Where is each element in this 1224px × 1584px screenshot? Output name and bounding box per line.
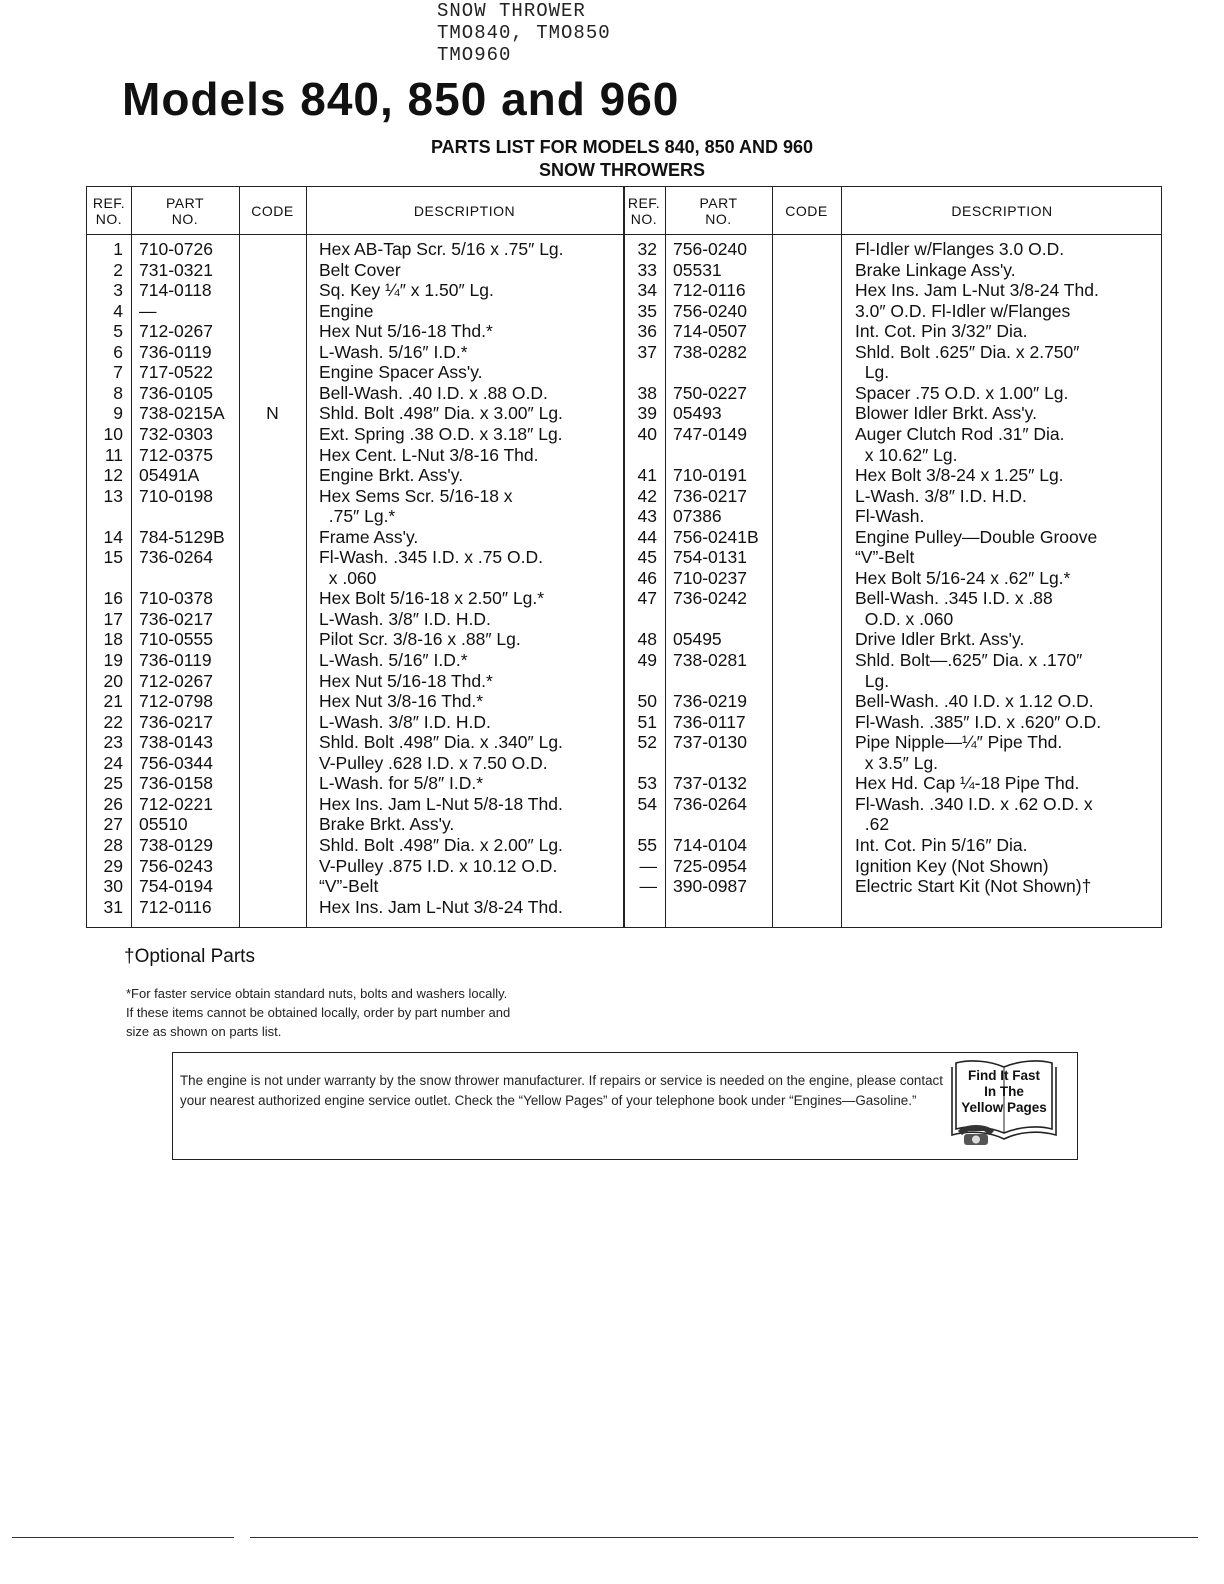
description-cell: Shld. Bolt .498″ Dia. x 2.00″ Lg. [319,834,563,855]
ref-no-cell: 51 [637,711,657,732]
part-no-cell: 05493 [673,403,722,424]
description-cell: Engine Pulley—Double Groove [855,526,1098,547]
parts-table [86,186,1162,928]
engine-warranty-notice [172,1052,1078,1160]
part-no-cell: 712-0267 [139,321,213,342]
part-no-cell: 712-0116 [139,896,212,917]
description-cell: x 10.62″ Lg. [855,444,958,465]
part-no-cell: 710-0237 [673,567,747,588]
description-cell: Fl-Wash. .385″ I.D. x .620″ O.D. [855,711,1102,732]
ref-no-cell: 43 [637,506,657,527]
description-cell: Shld. Bolt .625″ Dia. x 2.750″ [855,341,1080,362]
table-row [87,732,1161,753]
ref-no-cell: 15 [103,547,123,568]
ref-no-cell: 30 [103,876,123,897]
description-cell: Shld. Bolt .498″ Dia. x 3.00″ Lg. [319,403,563,424]
header-description-text: DESCRIPTION [951,202,1053,219]
part-no-cell: 05491A [139,465,200,486]
yellow-pages-badge [950,1059,1058,1149]
header-code [772,187,841,234]
note-line: *For faster service obtain standard nuts, bolts and washers locally. [126,986,508,1001]
part-no-cell: 738-0215A [139,403,225,424]
badge-line: Find It Fast [968,1068,1040,1083]
ref-no-cell: 55 [637,834,657,855]
ref-no-cell: 26 [103,793,123,814]
ref-no-cell: 9 [113,403,123,424]
optional-parts-note: †Optional Parts [124,946,255,967]
description-cell: V-Pulley .875 I.D. x 10.12 O.D. [319,855,558,876]
description-cell: Pilot Scr. 3/8-16 x .88″ Lg. [319,629,521,650]
part-no-cell: 750-0227 [673,382,747,403]
ref-no-cell: 40 [637,423,657,444]
part-no-cell: 712-0221 [139,793,213,814]
table-row [87,794,1161,815]
description-cell: Engine Brkt. Ass'y. [319,465,464,486]
header-code-text: CODE [251,202,294,219]
subtitle-line: SNOW THROWERS [539,160,705,180]
header-code [239,187,306,234]
description-cell: Hex Hd. Cap ¼-18 Pipe Thd. [855,773,1080,794]
part-no-cell: 390-0987 [673,876,747,897]
part-no-cell: 712-0375 [139,444,213,465]
description-cell: L-Wash. 3/8″ I.D. H.D. [319,711,491,732]
ref-no-cell: 34 [637,280,657,301]
description-cell: Fl-Idler w/Flanges 3.0 O.D. [855,239,1065,259]
ref-no-cell: 46 [637,567,657,588]
telephone-icon [954,1121,998,1147]
table-row [87,527,1161,548]
description-cell: Ignition Key (Not Shown) [855,855,1049,876]
part-no-cell: 710-0378 [139,588,213,609]
table-row [87,486,1161,507]
part-no-cell: 736-0217 [673,485,747,506]
description-cell: Hex AB-Tap Scr. 5/16 x .75″ Lg. [319,239,564,259]
ref-no-cell: 29 [103,855,123,876]
part-no-cell: 710-0191 [673,465,747,486]
description-cell: Hex Nut 3/8-16 Thd.* [319,691,484,712]
part-no-cell: 738-0282 [673,341,747,362]
description-cell: Hex Ins. Jam L-Nut 3/8-24 Thd. [319,896,563,917]
ref-no-cell: 13 [103,485,123,506]
table-row [87,835,1161,856]
description-cell: O.D. x .060 [855,608,954,629]
part-no-cell: 712-0798 [139,691,213,712]
description-cell: Spacer .75 O.D. x 1.00″ Lg. [855,382,1069,403]
part-no-cell: 736-0242 [673,588,747,609]
table-row [87,321,1161,342]
description-cell: Lg. [855,362,890,383]
description-cell: Lg. [855,670,890,691]
ref-no-cell: 53 [637,773,657,794]
table-row [87,691,1161,712]
parts-list-subtitle [0,136,1224,182]
part-no-cell: 714-0104 [673,834,747,855]
ref-no-cell: 49 [637,650,657,670]
description-cell: Drive Idler Brkt. Ass'y. [855,629,1025,650]
ref-no-cell: 3 [113,280,123,301]
ref-no-cell: 48 [637,629,657,650]
part-no-cell: 736-0217 [139,711,213,732]
yellow-pages-text [950,1068,1058,1116]
table-row [87,773,1161,794]
part-no-cell: 756-0243 [139,855,213,876]
ref-no-cell: 10 [103,423,123,444]
ref-no-cell: 6 [113,341,123,362]
description-cell: Fl-Wash. .345 I.D. x .75 O.D. [319,547,543,568]
description-cell: Hex Bolt 5/16-18 x 2.50″ Lg.* [319,588,545,609]
header-part-no [665,187,772,234]
note-line: size as shown on parts list. [126,1024,282,1039]
ref-no-cell: 31 [103,896,123,917]
part-no-cell: 738-0129 [139,834,213,855]
description-cell: Hex Sems Scr. 5/16-18 x [319,485,513,506]
ref-no-cell: 47 [637,588,657,609]
table-row [87,753,1161,774]
description-cell: Hex Cent. L-Nut 3/8-16 Thd. [319,444,539,465]
description-cell: Bell-Wash. .40 I.D. x 1.12 O.D. [855,691,1094,712]
description-cell: .62 [855,814,890,835]
table-row [87,897,1161,918]
description-cell: L-Wash. 3/8″ I.D. H.D. [319,608,491,629]
description-cell: Shld. Bolt—.625″ Dia. x .170″ [855,650,1083,670]
description-cell: Hex Bolt 3/8-24 x 1.25″ Lg. [855,465,1064,486]
table-row [87,568,1161,589]
header-ref-no [623,187,665,234]
description-cell: V-Pulley .628 I.D. x 7.50 O.D. [319,752,548,773]
ref-no-cell: 16 [103,588,123,609]
part-no-cell: 756-0240 [673,239,747,259]
ref-no-cell: 21 [103,691,123,712]
part-no-cell: 712-0267 [139,670,213,691]
note-line: If these items cannot be obtained locally, order by part number and [126,1005,511,1020]
part-no-cell: 725-0954 [673,855,747,876]
header-ref-no [87,187,131,234]
table-row [87,403,1161,424]
ref-no-cell: 23 [103,732,123,753]
part-no-cell: 756-0344 [139,752,213,773]
table-row [87,362,1161,383]
code-cell: N [266,403,279,424]
bottom-rule [250,1537,1198,1538]
table-row [87,342,1161,363]
part-no-cell: 754-0131 [673,547,747,568]
ref-no-cell: 52 [637,732,657,753]
description-cell: Int. Cot. Pin 5/16″ Dia. [855,834,1028,855]
table-row [87,260,1161,281]
table-row [87,712,1161,733]
table-row [87,424,1161,445]
table-row [87,629,1161,650]
part-no-cell: 736-0219 [673,691,747,712]
description-cell: Bell-Wash. .40 I.D. x .88 O.D. [319,382,548,403]
ref-no-cell: 2 [113,259,123,280]
table-row [87,301,1161,322]
page-title: Models 840, 850 and 960 [122,73,680,125]
part-no-cell: 736-0119 [139,341,212,362]
header-description [306,187,623,234]
ref-no-cell: 36 [637,321,657,342]
header-description [841,187,1163,234]
header-code-text: CODE [785,202,828,219]
ref-no-cell: 54 [637,793,657,814]
ref-no-cell: 35 [637,300,657,321]
description-cell: Auger Clutch Rod .31″ Dia. [855,423,1065,444]
part-no-cell: 712-0116 [673,280,746,301]
ref-no-cell: — [639,876,657,897]
badge-line: In The [984,1084,1024,1099]
description-cell: x 3.5″ Lg. [855,752,939,773]
part-no-cell: 737-0132 [673,773,747,794]
header-description-text: DESCRIPTION [413,202,516,219]
typed-line: TMO960 [437,44,512,66]
ref-no-cell: — [639,855,657,876]
ref-no-cell: 8 [113,382,123,403]
table-row [87,609,1161,630]
ref-no-cell: 4 [113,300,123,321]
part-no-cell: 737-0130 [673,732,747,753]
part-no-cell: 736-0158 [139,773,213,794]
description-cell: Hex Nut 5/16-18 Thd.* [319,321,493,342]
part-no-cell: 710-0555 [139,629,213,650]
part-no-cell: 714-0118 [139,280,212,301]
part-no-cell: 05495 [673,629,722,650]
description-cell: Bell-Wash. .345 I.D. x .88 [855,588,1053,609]
description-cell: Belt Cover [319,259,401,280]
table-row [87,239,1161,260]
bottom-rule [12,1537,234,1538]
table-row [87,547,1161,568]
description-cell: Shld. Bolt .498″ Dia. x .340″ Lg. [319,732,563,753]
part-no-cell: 738-0143 [139,732,213,753]
standard-hardware-note [126,984,510,1041]
subtitle-line: PARTS LIST FOR MODELS 840, 850 AND 960 [430,137,814,157]
description-cell: Hex Ins. Jam L-Nut 5/8-18 Thd. [319,793,563,814]
description-cell: Engine Spacer Ass'y. [319,362,483,383]
description-cell: .75″ Lg.* [319,506,396,527]
part-no-cell: 710-0198 [139,485,213,506]
description-cell: Ext. Spring .38 O.D. x 3.18″ Lg. [319,423,563,444]
ref-no-cell: 33 [637,259,657,280]
part-no-cell: 756-0241B [673,526,759,547]
part-no-cell: 07386 [673,506,722,527]
part-no-cell: 05531 [673,259,722,280]
table-row [87,671,1161,692]
ref-no-cell: 17 [103,608,123,629]
description-cell: Fl-Wash. [855,506,925,527]
part-no-cell: 736-0119 [139,650,212,670]
table-row [87,856,1161,877]
ref-no-cell: 44 [637,526,657,547]
description-cell: Electric Start Kit (Not Shown)† [855,876,1092,897]
part-no-cell: 714-0507 [673,321,747,342]
description-cell: Pipe Nipple—¼″ Pipe Thd. [855,732,1063,753]
typed-line: SNOW THROWER [437,0,586,22]
ref-no-cell: 32 [637,239,657,259]
header-ref-no-text: REF. NO. [627,194,661,227]
description-cell: Engine [319,300,374,321]
part-no-cell: 738-0281 [673,650,747,670]
ref-no-cell: 27 [103,814,123,835]
description-cell: Int. Cot. Pin 3/32″ Dia. [855,321,1028,342]
ref-no-cell: 50 [637,691,657,712]
ref-no-cell: 7 [113,362,123,383]
typed-model-header [437,0,611,66]
part-no-cell: 736-0264 [673,793,747,814]
header-part-no-text: PART NO. [165,194,205,227]
description-cell: L-Wash. 5/16″ I.D.* [319,341,468,362]
part-no-cell: 732-0303 [139,423,213,444]
ref-no-cell: 41 [637,465,657,486]
part-no-cell: 710-0726 [139,239,213,259]
ref-no-cell: 42 [637,485,657,506]
part-no-cell: 784-5129B [139,526,225,547]
description-cell: L-Wash. 3/8″ I.D. H.D. [855,485,1027,506]
description-cell: L-Wash. 5/16″ I.D.* [319,650,468,670]
part-no-cell: 747-0149 [673,423,747,444]
table-row [87,465,1161,486]
description-cell: Hex Ins. Jam L-Nut 3/8-24 Thd. [855,280,1099,301]
ref-no-cell: 39 [637,403,657,424]
description-cell: 3.0″ O.D. Fl-Idler w/Flanges [855,300,1071,321]
header-part-no [131,187,239,234]
header-part-no-text: PART NO. [699,194,738,227]
description-cell: Frame Ass'y. [319,526,419,547]
description-cell: “V”-Belt [855,547,915,568]
ref-no-cell: 18 [103,629,123,650]
ref-no-cell: 20 [103,670,123,691]
description-cell: Fl-Wash. .340 I.D. x .62 O.D. x [855,793,1093,814]
typed-line: TMO840, TMO850 [437,22,611,44]
part-no-cell: 05510 [139,814,188,835]
ref-no-cell: 38 [637,382,657,403]
part-no-cell: 717-0522 [139,362,213,383]
table-row [87,814,1161,835]
table-row [87,506,1161,527]
description-cell: Brake Brkt. Ass'y. [319,814,455,835]
ref-no-cell: 19 [103,650,123,670]
table-row [87,445,1161,466]
description-cell: Brake Linkage Ass'y. [855,259,1016,280]
ref-no-cell: 45 [637,547,657,568]
part-no-cell: 736-0117 [673,711,746,732]
table-row [87,280,1161,301]
table-row [87,383,1161,404]
ref-no-cell: 25 [103,773,123,794]
ref-no-cell: 1 [113,239,123,259]
ref-no-cell: 28 [103,834,123,855]
description-cell: x .060 [319,567,377,588]
part-no-cell: 756-0240 [673,300,747,321]
ref-no-cell: 22 [103,711,123,732]
part-no-cell: — [139,300,157,321]
notice-text: The engine is not under warranty by the snow thrower manufacturer. If repairs or service is needed on the engine, please contact your nearest authorized engine service outlet. Check the “Yellow Pages” of your telephone book under “Engines—Gasoline.” [180,1073,943,1108]
table-row [87,588,1161,609]
part-no-cell: 731-0321 [139,259,213,280]
ref-no-cell: 5 [113,321,123,342]
badge-line: Yellow Pages [961,1100,1047,1115]
part-no-cell: 736-0105 [139,382,213,403]
header-ref-no-text: REF. NO. [92,194,126,227]
table-row [87,650,1161,671]
table-row [87,876,1161,897]
description-cell: L-Wash. for 5/8″ I.D.* [319,773,484,794]
ref-no-cell: 24 [103,752,123,773]
ref-no-cell: 12 [103,465,123,486]
part-no-cell: 736-0264 [139,547,213,568]
description-cell: “V”-Belt [319,876,379,897]
ref-no-cell: 11 [104,444,123,465]
ref-no-cell: 14 [103,526,123,547]
description-cell: Hex Bolt 5/16-24 x .62″ Lg.* [855,567,1071,588]
part-no-cell: 736-0217 [139,608,213,629]
description-cell: Blower Idler Brkt. Ass'y. [855,403,1037,424]
description-cell: Hex Nut 5/16-18 Thd.* [319,670,493,691]
part-no-cell: 754-0194 [139,876,213,897]
description-cell: Sq. Key ¼″ x 1.50″ Lg. [319,280,494,301]
ref-no-cell: 37 [637,341,657,362]
